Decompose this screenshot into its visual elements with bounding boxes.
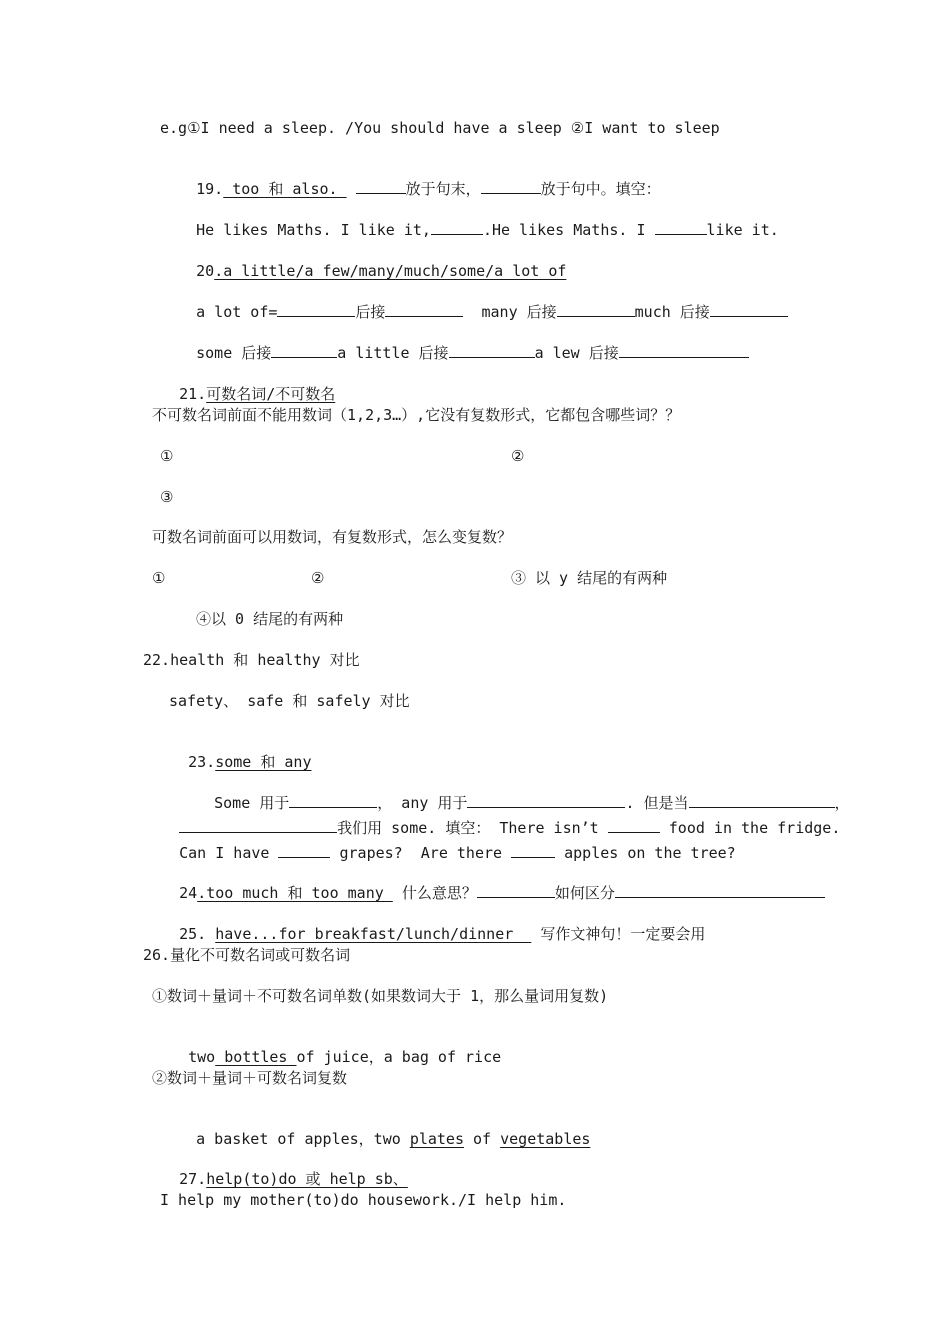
exercise-text: much 后接: [634, 303, 710, 321]
exercise-text: a lot of=: [196, 303, 278, 321]
fill-blank[interactable]: [356, 179, 406, 194]
item-number: 20: [196, 262, 215, 280]
exercise-text: 后接: [355, 303, 386, 321]
exercise-text: apples on the tree?: [564, 844, 736, 862]
fill-blank[interactable]: [655, 220, 707, 235]
underlined-word: plates: [409, 1130, 464, 1148]
answer-marker-3: ③ 以 y 结尾的有两种: [511, 569, 668, 587]
item-26-heading: 26.量化不可数名词或可数名词: [143, 946, 351, 964]
exercise-text: .He likes Maths. I: [482, 221, 646, 239]
item-title: .too much 和 too many: [197, 884, 393, 902]
answer-marker-1: ①: [152, 569, 166, 587]
exercise-text: of: [464, 1130, 501, 1148]
answer-marker-4: ④以 0 结尾的有两种: [196, 610, 344, 628]
exercise-text: . 但是当: [625, 794, 689, 812]
item-number: 27.: [179, 1170, 207, 1188]
item-title: 可数名词/不可数名: [206, 385, 336, 403]
exercise-text: Some 用于: [214, 794, 290, 812]
exercise-text: ， any 用于: [377, 794, 468, 812]
item-text: 写作文神句！一定要会用: [531, 925, 706, 943]
fill-blank[interactable]: [278, 843, 330, 858]
fill-blank[interactable]: [557, 302, 635, 317]
exercise-text: of juice，a bag of rice: [296, 1048, 502, 1066]
item-title: some 和 any: [215, 753, 312, 771]
item-text: 什么意思？: [392, 884, 477, 902]
fill-blank[interactable]: [277, 302, 355, 317]
item-number: 24: [179, 884, 198, 902]
item-26-rule-2: ②数词＋量词＋可数名词复数: [152, 1069, 348, 1087]
exercise-text: He likes Maths. I like it,: [196, 221, 431, 239]
exercise-text: like it.: [706, 221, 779, 239]
fill-blank[interactable]: [511, 843, 555, 858]
underlined-word: bottles: [215, 1048, 297, 1066]
item-title: .a little/a few/many/much/some/a lot of: [214, 262, 567, 280]
item-22-sub: safety、 safe 和 safely 对比: [169, 692, 410, 710]
item-26-rule-1: ①数词＋量词＋不可数名词单数(如果数词大于 1，那么量词用复数): [152, 987, 609, 1005]
exercise-text: a lew 后接: [534, 344, 619, 362]
exercise-text: food in the fridge.: [668, 819, 841, 837]
fill-blank[interactable]: [449, 343, 535, 358]
item-number: 25.: [179, 925, 216, 943]
answer-marker-2: ②: [311, 569, 325, 587]
countable-question: 可数名词前面可以用数词，有复数形式，怎么变复数？: [152, 528, 513, 546]
item-number: 21.: [179, 385, 207, 403]
answer-marker-2: ②: [511, 447, 525, 465]
item-text: 放于句末，: [405, 180, 481, 198]
exercise-text: a basket of apples，two: [196, 1130, 410, 1148]
fill-blank[interactable]: [477, 883, 555, 898]
item-number: 23.: [188, 753, 216, 771]
item-title: help(to)do 或 help sb、: [206, 1170, 408, 1188]
fill-blank[interactable]: [619, 343, 749, 358]
exercise-text: Can I have: [179, 844, 270, 862]
item-text: 如何区分: [554, 884, 615, 902]
item-27-example: I help my mother(to)do housework./I help him.: [160, 1191, 567, 1209]
fill-blank[interactable]: [615, 883, 825, 898]
underlined-word: vegetables: [500, 1130, 591, 1148]
item-22-heading: 22.health 和 healthy 对比: [143, 651, 360, 669]
exercise-text: 我们用 some. 填空： There isn’t: [337, 819, 599, 837]
fill-blank[interactable]: [431, 220, 483, 235]
exercise-text: grapes? Are there: [339, 844, 503, 862]
fill-blank[interactable]: [271, 343, 337, 358]
exercise-text: some 后接: [196, 344, 272, 362]
exercise-text: many 后接: [481, 303, 557, 321]
exercise-text: ，: [834, 794, 850, 812]
fill-blank[interactable]: [481, 179, 541, 194]
item-title: too 和 also.: [223, 180, 347, 198]
fill-blank[interactable]: [710, 302, 788, 317]
answer-marker-3: ③: [160, 488, 174, 506]
exercise-text: two: [188, 1048, 216, 1066]
example-line: e.g①I need a sleep. /You should have a sleep ②I want to sleep: [160, 119, 720, 137]
item-title: have...for breakfast/lunch/dinner: [215, 925, 532, 943]
exercise-text: a little 后接: [337, 344, 449, 362]
item-text: 放于句中。填空：: [540, 180, 661, 198]
item-number: 19.: [196, 180, 224, 198]
answer-marker-1: ①: [160, 447, 174, 465]
uncountable-question: 不可数名词前面不能用数词（1,2,3…）,它没有复数形式，它都包含哪些词？？: [152, 406, 681, 424]
fill-blank[interactable]: [385, 302, 463, 317]
